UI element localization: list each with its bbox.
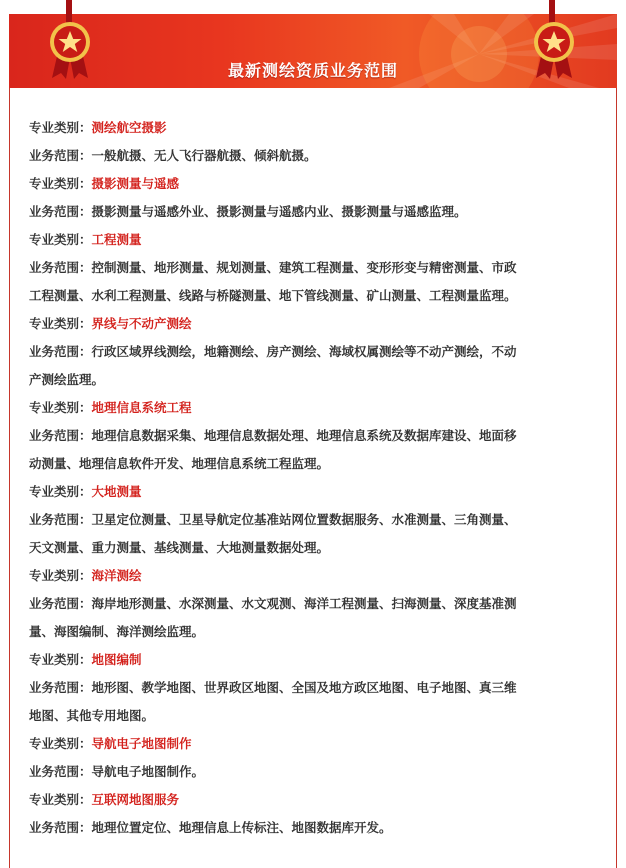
scope-label: 业务范围：: [29, 428, 92, 443]
scope-label: 业务范围：: [29, 596, 92, 611]
scope-value: 摄影测量与遥感外业、摄影测量与遥感内业、摄影测量与遥感监理。: [91, 204, 467, 219]
category-row: [29, 226, 601, 254]
scope-row: [29, 814, 601, 842]
scope-row: [29, 142, 601, 170]
category-value: 测绘航空摄影: [91, 120, 167, 135]
category-label: 专业类别：: [29, 568, 92, 583]
category-row: [29, 646, 601, 674]
scope-value: 地理信息数据采集、地理信息数据处理、地理信息系统及数据库建设、地面移: [91, 428, 517, 443]
scope-label: 业务范围：: [29, 764, 92, 779]
scope-row: [29, 254, 601, 282]
scope-row: [29, 674, 601, 702]
category-label: 专业类别：: [29, 484, 92, 499]
category-label: 专业类别：: [29, 176, 92, 191]
scope-label: 业务范围：: [29, 148, 92, 163]
scope-value: 地理位置定位、地理信息上传标注、地图数据库开发。: [91, 820, 392, 835]
scope-label: 业务范围：: [29, 204, 92, 219]
scope-value: 导航电子地图制作。: [91, 764, 205, 779]
category-label: 专业类别：: [29, 652, 92, 667]
scope-continuation: 工程测量、水利工程测量、线路与桥隧测量、地下管线测量、矿山测量、工程测量监理。: [29, 288, 517, 303]
scope-row: [29, 338, 601, 366]
category-value: 海洋测绘: [91, 568, 142, 583]
category-label: 专业类别：: [29, 792, 92, 807]
scope-continuation: 量、海图编制、海洋测绘监理。: [29, 624, 205, 639]
category-value: 地图编制: [91, 652, 142, 667]
scope-row: [29, 758, 601, 786]
category-row: [29, 730, 601, 758]
category-row: [29, 478, 601, 506]
category-row: [29, 786, 601, 814]
scope-value: 控制测量、地形测量、规划测量、建筑工程测量、变形形变与精密测量、市政: [91, 260, 517, 275]
page-title: 最新测绘资质业务范围: [227, 61, 398, 80]
category-label: 专业类别：: [29, 120, 92, 135]
header-banner: [9, 14, 617, 88]
category-value: 界线与不动产测绘: [91, 316, 192, 331]
scope-continuation: 产测绘监理。: [29, 372, 105, 387]
scope-label: 业务范围：: [29, 260, 92, 275]
scope-value: 海岸地形测量、水深测量、水文观测、海洋工程测量、扫海测量、深度基准测: [91, 596, 517, 611]
category-value: 摄影测量与遥感: [91, 176, 180, 191]
content-list: [29, 114, 601, 842]
scope-label: 业务范围：: [29, 820, 92, 835]
scope-value: 卫星定位测量、卫星导航定位基准站网位置数据服务、水准测量、三角测量、: [91, 512, 517, 527]
scope-value: 一般航摄、无人飞行器航摄、倾斜航摄。: [91, 148, 317, 163]
category-value: 互联网地图服务: [91, 792, 180, 807]
scope-continuation: 天文测量、重力测量、基线测量、大地测量数据处理。: [29, 540, 330, 555]
scope-label: 业务范围：: [29, 344, 92, 359]
category-label: 专业类别：: [29, 316, 92, 331]
medal-icon-left: [44, 18, 96, 80]
scope-continuation: 地图、其他专用地图。: [29, 708, 155, 723]
category-label: 专业类别：: [29, 232, 92, 247]
scope-row: [29, 198, 601, 226]
category-row: [29, 310, 601, 338]
scope-value: 行政区域界线测绘，地籍测绘、房产测绘、海域权属测绘等不动产测绘，不动: [91, 344, 517, 359]
scope-value: 地形图、教学地图、世界政区地图、全国及地方政区地图、电子地图、真三维: [91, 680, 517, 695]
category-label: 专业类别：: [29, 736, 92, 751]
category-row: [29, 170, 601, 198]
category-value: 导航电子地图制作: [91, 736, 192, 751]
category-row: [29, 394, 601, 422]
scope-row: [29, 590, 601, 618]
scope-row: [29, 422, 601, 450]
scope-row: [29, 506, 601, 534]
category-row: [29, 562, 601, 590]
category-value: 大地测量: [91, 484, 142, 499]
category-label: 专业类别：: [29, 400, 92, 415]
category-value: 地理信息系统工程: [91, 400, 192, 415]
scope-label: 业务范围：: [29, 512, 92, 527]
scope-label: 业务范围：: [29, 680, 92, 695]
medal-icon-right: [528, 18, 580, 80]
category-row: [29, 114, 601, 142]
scope-continuation: 动测量、地理信息软件开发、地理信息系统工程监理。: [29, 456, 330, 471]
category-value: 工程测量: [91, 232, 142, 247]
